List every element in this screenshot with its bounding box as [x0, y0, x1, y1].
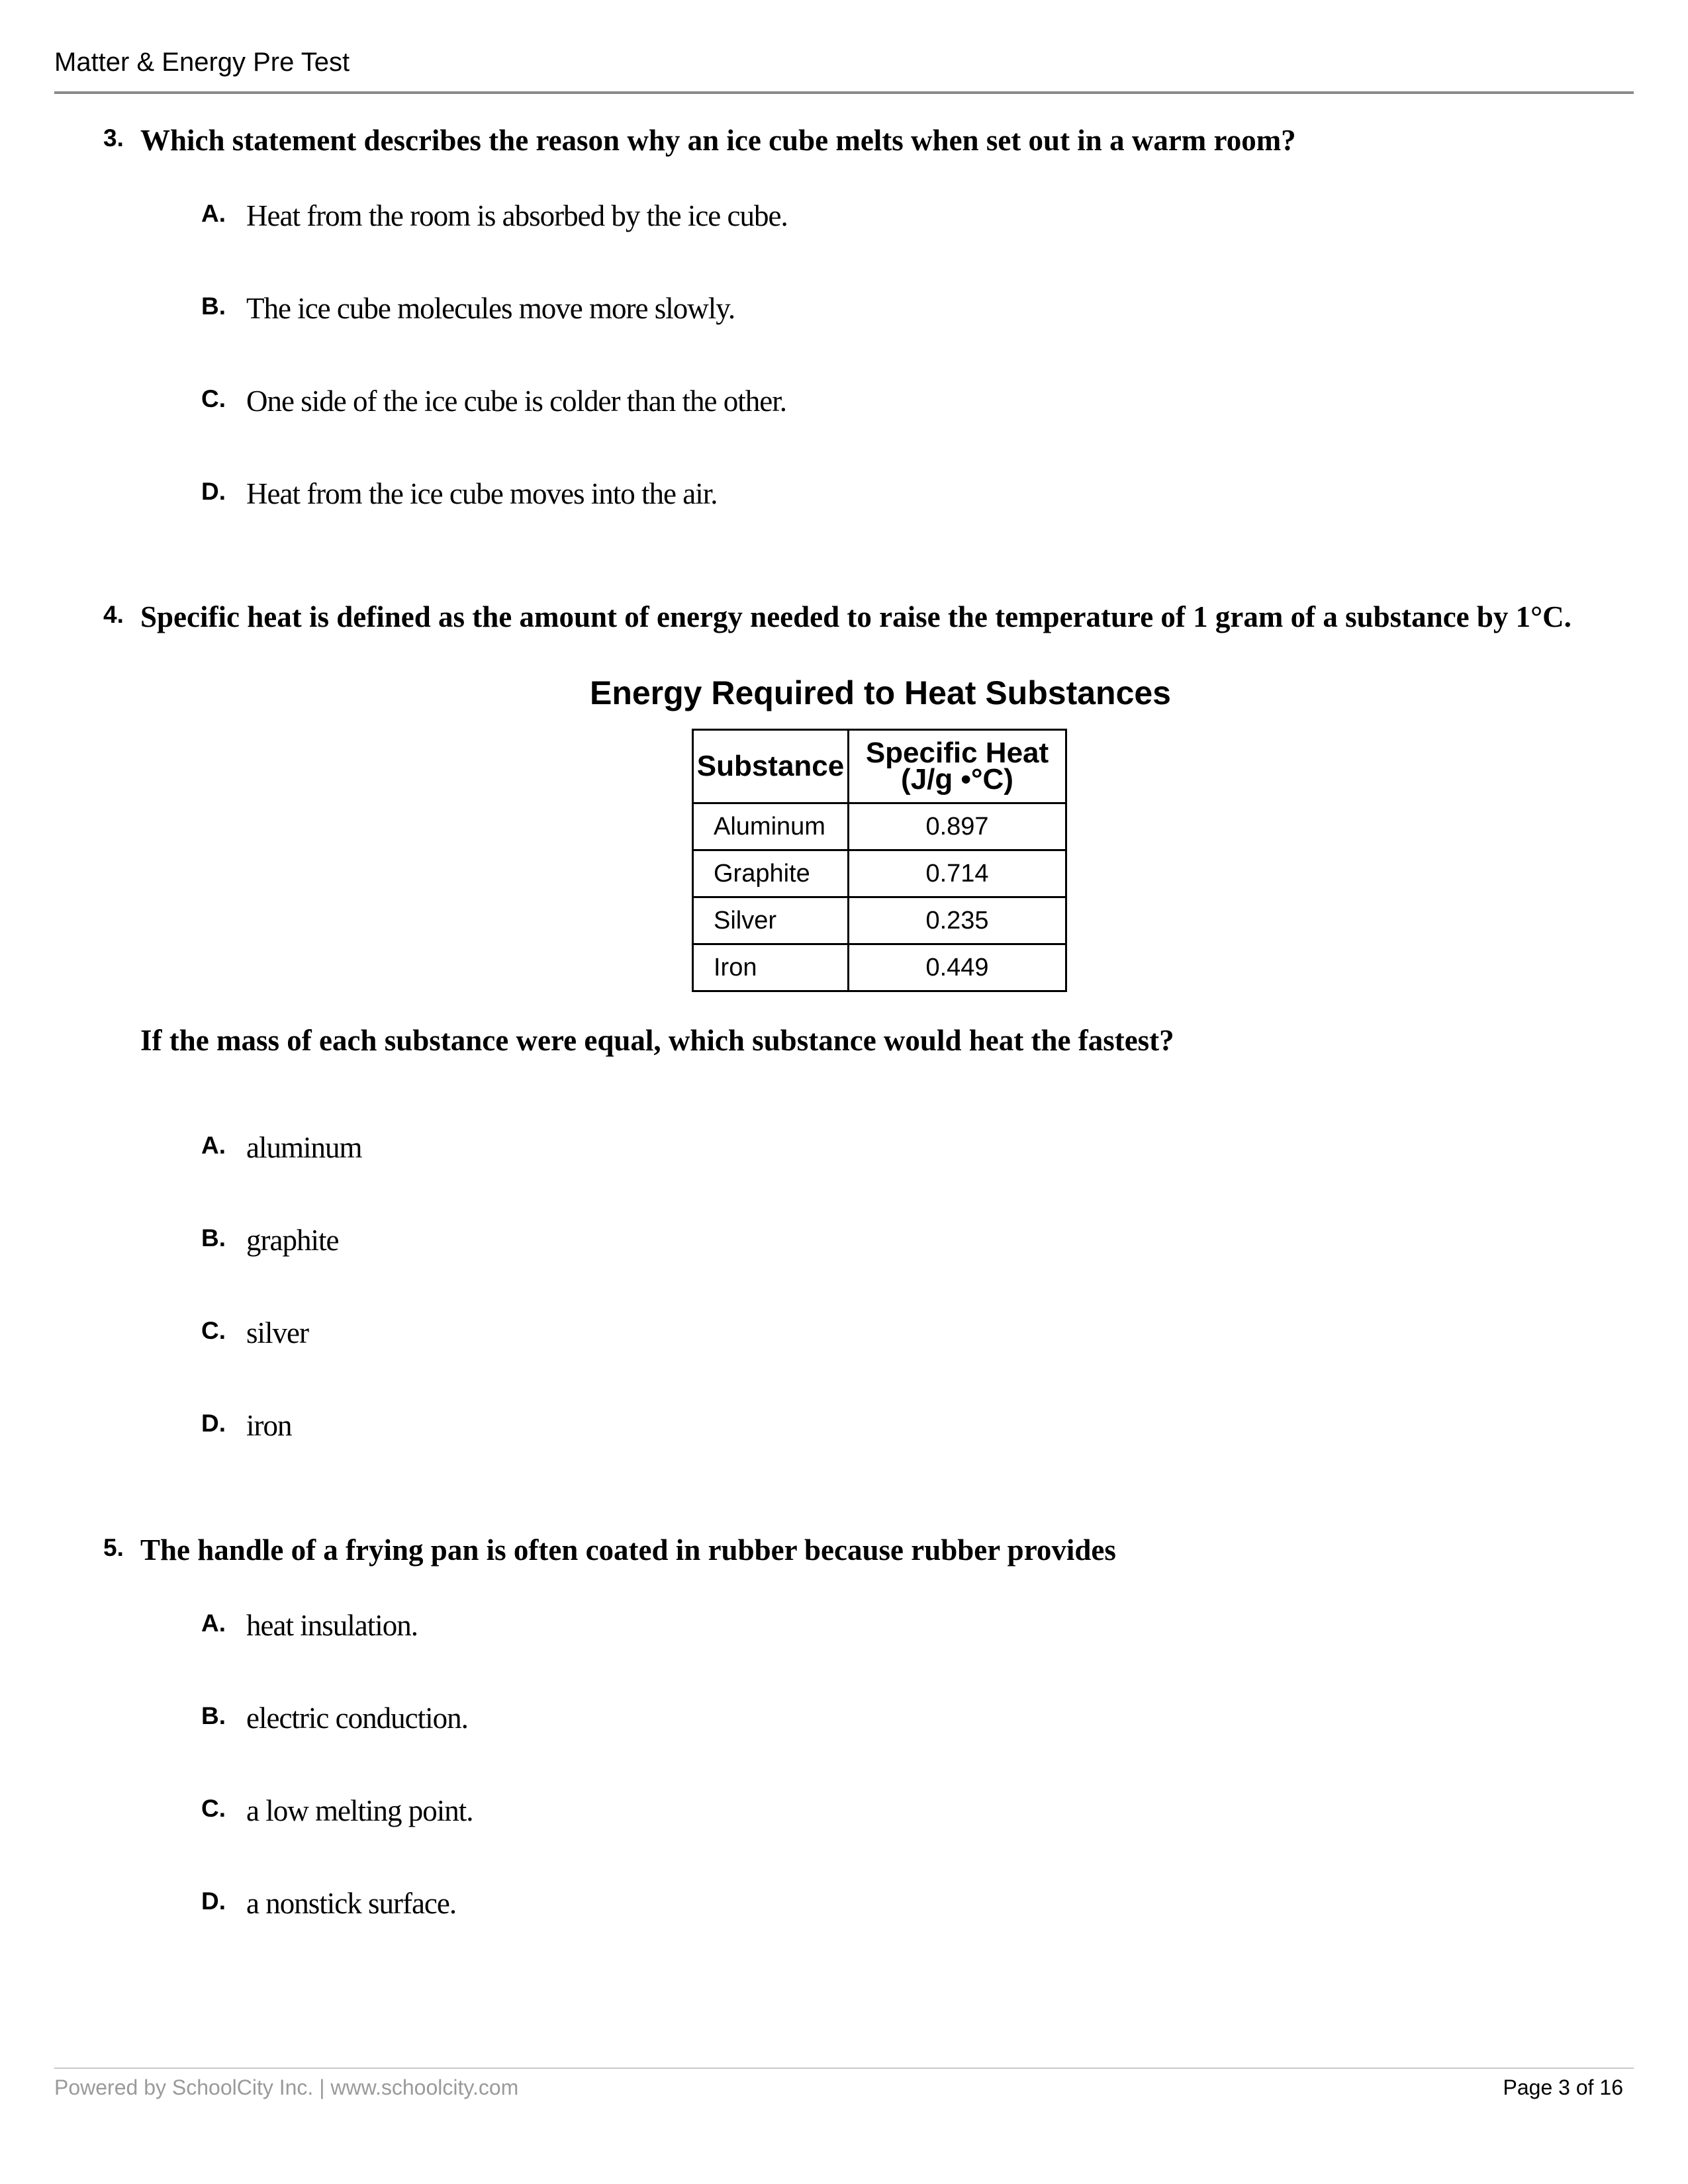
header-line-1: Specific Heat	[865, 737, 1049, 769]
substance-cell: Silver	[693, 897, 849, 944]
option-letter: C.	[201, 1317, 226, 1344]
substance-cell: Iron	[693, 944, 849, 991]
option-letter: B.	[201, 293, 226, 320]
option-c[interactable]: silver	[246, 1316, 308, 1349]
option-d[interactable]: iron	[246, 1409, 292, 1442]
option-letter: B.	[201, 1702, 226, 1729]
table-row	[693, 944, 1066, 991]
option-b[interactable]: The ice cube molecules move more slowly.	[246, 292, 735, 325]
option-letter: A.	[201, 1132, 226, 1159]
table-title: Energy Required to Heat Substances	[589, 674, 1171, 711]
footer-divider	[54, 2068, 1634, 2069]
table-header-row	[693, 730, 1066, 803]
option-c[interactable]: a low melting point.	[246, 1794, 473, 1827]
column-header-specific-heat	[849, 730, 1066, 803]
specific-heat-table	[692, 729, 1067, 992]
footer-powered-by: Powered by SchoolCity Inc. | www.schoolcity.com	[54, 2075, 519, 2099]
question-number: 5.	[103, 1534, 124, 1561]
question-text: Specific heat is defined as the amount of energy needed to raise the temperature of 1 gram of a substance by 1°C.	[140, 600, 1571, 633]
specific-heat-cell: 0.897	[849, 803, 1066, 850]
option-c[interactable]: One side of the ice cube is colder than the other.	[246, 385, 786, 418]
option-a[interactable]: Heat from the room is absorbed by the ice cube.	[246, 199, 788, 232]
option-letter: B.	[201, 1224, 226, 1251]
page-number: Page 3 of 16	[1503, 2075, 1623, 2099]
option-a[interactable]: aluminum	[246, 1131, 362, 1164]
specific-heat-cell: 0.235	[849, 897, 1066, 944]
option-letter: D.	[201, 478, 226, 505]
question-number: 4.	[103, 601, 124, 628]
option-letter: A.	[201, 1610, 226, 1637]
option-letter: C.	[201, 1795, 226, 1822]
question-prompt: If the mass of each substance were equal, which substance would heat the fastest?	[140, 1024, 1174, 1057]
option-d[interactable]: Heat from the ice cube moves into the air.	[246, 477, 718, 510]
table-row	[693, 897, 1066, 944]
specific-heat-cell: 0.449	[849, 944, 1066, 991]
option-a[interactable]: heat insulation.	[246, 1609, 418, 1642]
substance-cell: Aluminum	[693, 803, 849, 850]
option-letter: A.	[201, 200, 226, 227]
substance-cell: Graphite	[693, 850, 849, 897]
option-letter: D.	[201, 1410, 226, 1437]
option-letter: C.	[201, 385, 226, 412]
table-row	[693, 850, 1066, 897]
question-text: Which statement describes the reason why an ice cube melts when set out in a warm room?	[140, 124, 1296, 157]
specific-heat-cell: 0.714	[849, 850, 1066, 897]
option-d[interactable]: a nonstick surface.	[246, 1887, 457, 1920]
header-divider	[54, 91, 1634, 94]
question-number: 3.	[103, 124, 124, 152]
header-line-2: (J/g •°C)	[901, 763, 1013, 796]
option-b[interactable]: electric conduction.	[246, 1702, 468, 1735]
table-row	[693, 803, 1066, 850]
option-b[interactable]: graphite	[246, 1224, 339, 1257]
page-header-title: Matter & Energy Pre Test	[54, 48, 350, 77]
option-letter: D.	[201, 1888, 226, 1915]
column-header-substance: Substance	[693, 730, 849, 803]
question-text: The handle of a frying pan is often coated in rubber because rubber provides	[140, 1533, 1116, 1567]
